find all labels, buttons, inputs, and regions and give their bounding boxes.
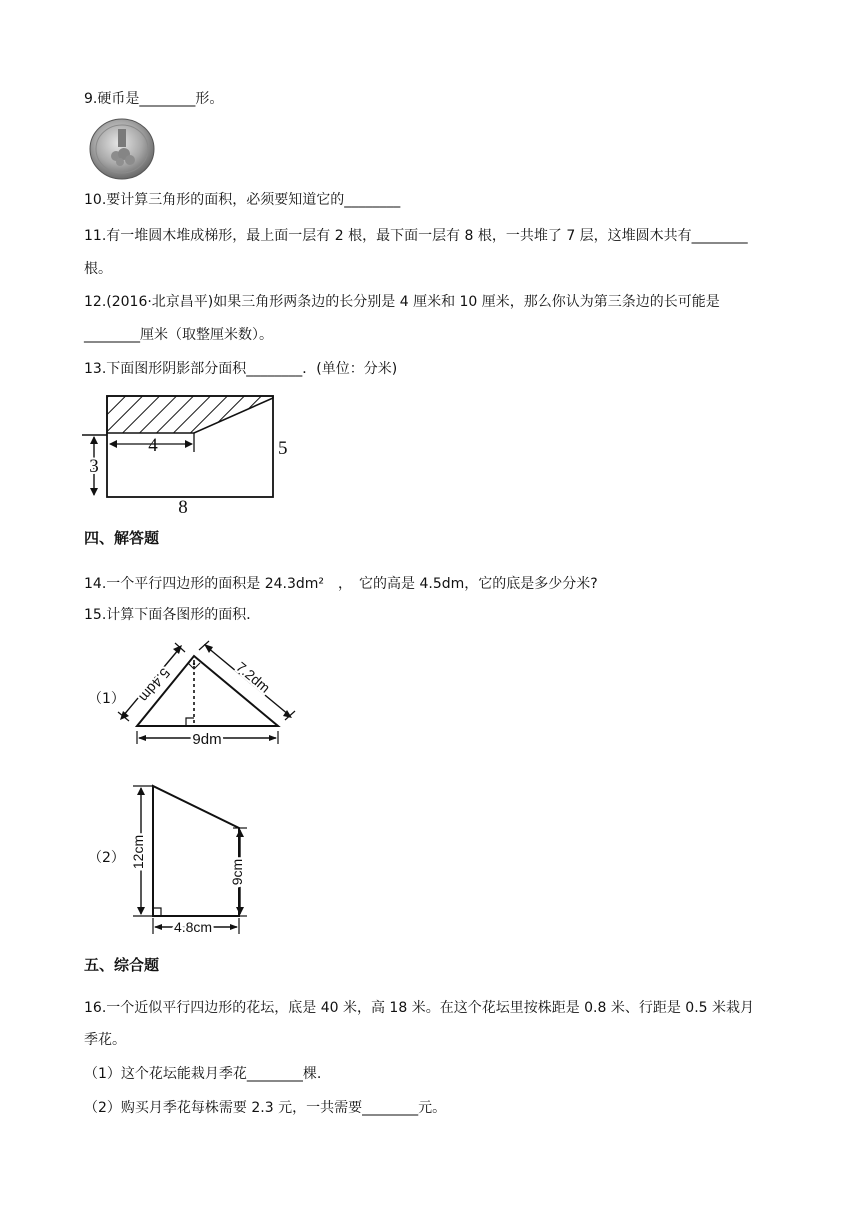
trapezoid-figure xyxy=(125,780,260,944)
question-16-sub2: （2）购买月季花每株需要 2.3 元，一共需要________元。 xyxy=(84,1100,447,1116)
label-9dm: 9dm xyxy=(192,731,222,748)
label-4-8cm: 4.8cm xyxy=(173,919,213,935)
question-12-line2: ________厘米（取整厘米数）。 xyxy=(84,327,273,343)
section-5-heading: 五、综合题 xyxy=(84,956,160,974)
label-5: 5 xyxy=(278,438,288,459)
label-5-4dm: 5.4dm xyxy=(136,665,174,706)
label-12cm: 12cm xyxy=(130,834,146,870)
label-3: 3 xyxy=(89,456,99,477)
coin-image xyxy=(88,118,156,184)
question-12-line1: 12.(2016·北京昌平)如果三角形两条边的长分别是 4 厘米和 10 厘米，那么你认为第三条边的长可能是 xyxy=(84,294,720,310)
label-9cm: 9cm xyxy=(229,858,245,886)
label-8: 8 xyxy=(178,497,188,515)
part-2-label: （2） xyxy=(88,850,125,866)
question-16-sub1: （1）这个花坛能栽月季花________棵. xyxy=(84,1066,322,1082)
question-11-line1: 11.有一堆圆木堆成梯形，最上面一层有 2 根，最下面一层有 8 根，一共堆了 7 层，这堆圆木共有________ xyxy=(84,228,748,244)
question-16-line1: 16.一个近似平行四边形的花坛，底是 40 米，高 18 米。在这个花坛里按株距是 0.8 米、行距是 0.5 米栽月 xyxy=(84,1000,755,1016)
question-9: 9.硬币是________形。 xyxy=(84,91,224,107)
section-4-heading: 四、解答题 xyxy=(84,529,160,547)
question-14: 14.一个平行四边形的面积是 24.3dm² ， 它的高是 4.5dm，它的底是多少分米? xyxy=(84,576,598,592)
question-13: 13.下面图形阴影部分面积________．(单位：分米) xyxy=(84,361,398,377)
part-1-label: （1） xyxy=(88,691,125,707)
label-7-2dm: 7.2dm xyxy=(233,658,274,696)
triangle-figure xyxy=(115,640,300,754)
shaded-area-figure xyxy=(80,390,290,519)
label-4: 4 xyxy=(148,435,158,456)
question-10: 10.要计算三角形的面积，必须要知道它的________ xyxy=(84,192,401,208)
question-16-line2: 季花。 xyxy=(84,1032,126,1048)
question-15: 15.计算下面各图形的面积． xyxy=(84,607,261,623)
question-11-line2: 根。 xyxy=(84,261,112,277)
